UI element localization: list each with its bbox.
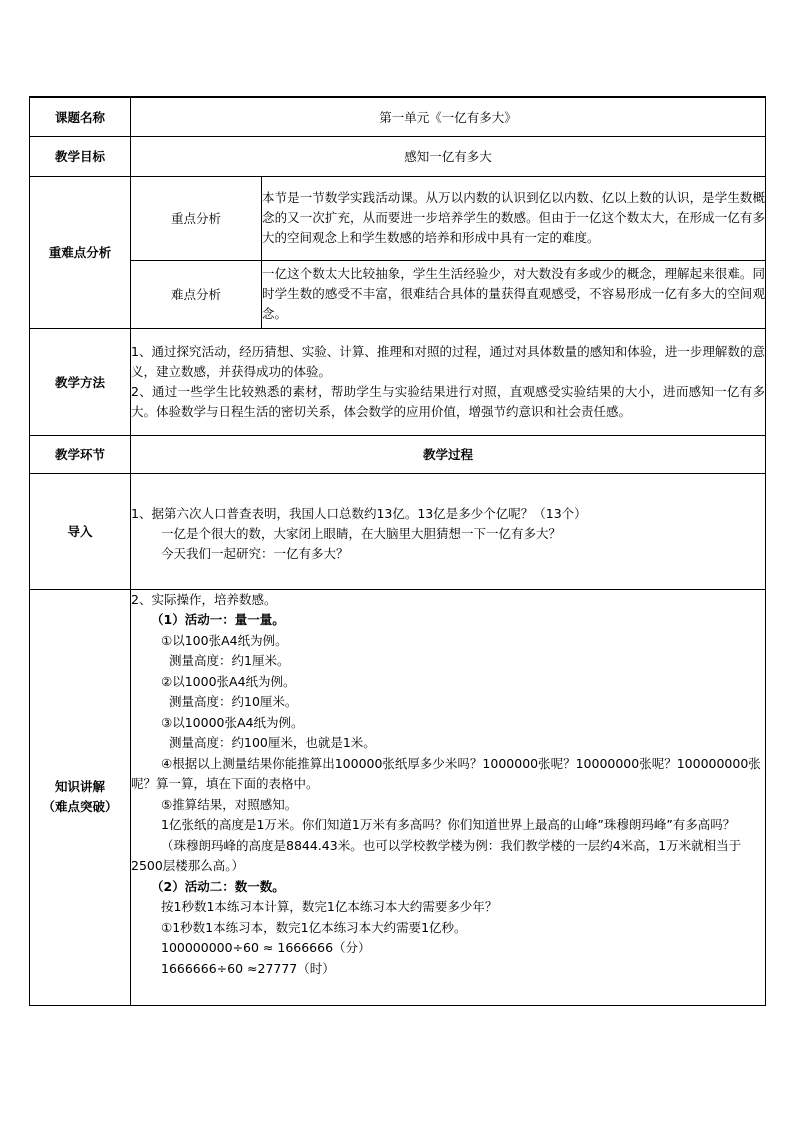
hard-analysis-text: 一亿这个数太大比较抽象，学生生活经验少，对大数没有多或少的概念，理解起来很难。同时学生数的感受不丰富，很难结合具体的量获得直观感受，不容易形成一亿有多大的空间观念。 (262, 260, 766, 328)
calculation-line-2: 1666666÷60 ≈27777（时） (161, 960, 335, 976)
knowledge-label-line-2: （难点突破） (42, 799, 118, 814)
knowledge-explanation-content (131, 589, 766, 1005)
intro-line-2: 一亿是个很大的数，大家闭上眼睛，在大脑里大胆猜想一下一亿有多大？ (161, 526, 562, 541)
course-title-value: 第一单元《一亿有多大》 (131, 97, 766, 136)
knowledge-line-f: 测量高度：约10厘米。 (169, 694, 298, 709)
key-analysis-text: 本节是一节数学实践活动课。从万以内数的认识到亿以内数、亿以上数的认识，是学生数概念的又一次扩充，从而要进一步培养学生的数感。但由于一亿这个数太大，在形成一亿有多大的空间观念上和学生数感的培养和形成中具有一定的难度。 (262, 176, 766, 260)
knowledge-line-e: ②以1000张A4纸为例。 (161, 673, 296, 689)
method-paragraph-2: 2、通过一些学生比较熟悉的素材，帮助学生与实验结果进行对照，直观感受实验结果的大小，进而感知一亿有多大。体验数学与日程生活的密切关系，体会数学的应用价值，增强节约意识和社会责任感。 (131, 383, 765, 419)
teaching-process-header: 教学过程 (131, 435, 766, 473)
knowledge-line-a: 2、实际操作，培养数感。 (131, 591, 277, 607)
knowledge-line-c: ①以100张A4纸为例。 (161, 632, 288, 648)
hard-analysis-label: 难点分析 (131, 260, 262, 328)
knowledge-line-d: 测量高度：约1厘米。 (169, 653, 290, 668)
row-hard-analysis (30, 260, 766, 328)
key-analysis-label: 重点分析 (131, 176, 262, 260)
knowledge-line-l: （珠穆朗玛峰的高度是8844.43米。也可以学校教学楼为例：我们教学楼的一层约4米高，1万米就相当于2500层楼那么高。） (131, 837, 742, 873)
row-knowledge-explanation (30, 589, 766, 1005)
introduction-content (131, 473, 766, 589)
row-teaching-stage-header (30, 435, 766, 473)
course-title-label: 课题名称 (30, 97, 131, 136)
method-paragraph-1: 1、通过探究活动，经历猜想、实验、计算、推理和对照的过程，通过对具体数量的感知和体验，进一步理解数的意义，建立数感，并获得成功的体验。 (131, 343, 765, 379)
knowledge-line-k: 1亿张纸的高度是1万米。你们知道1万米有多高吗？你们知道世界上最高的山峰”珠穆朗玛峰”有多高吗？ (161, 817, 736, 832)
intro-line-3: 今天我们一起研究：一亿有多大？ (161, 546, 349, 561)
row-teaching-method (30, 328, 766, 435)
teaching-goal-value: 感知一亿有多大 (131, 136, 766, 176)
teaching-method-label: 教学方法 (30, 328, 131, 435)
introduction-label: 导入 (30, 473, 131, 589)
knowledge-line-i: ④根据以上测量结果你能推算出100000张纸厚多少米吗？1000000张呢？10000000张呢？100000000张呢？算一算，填在下面的表格中。 (131, 755, 761, 791)
teaching-goal-label: 教学目标 (30, 136, 131, 176)
knowledge-line-h: 测量高度：约100厘米，也就是1米。 (169, 735, 376, 750)
teaching-stage-label: 教学环节 (30, 435, 131, 473)
calculation-line-1: 100000000÷60 ≈ 1666666（分） (161, 940, 371, 955)
knowledge-line-n: 按1秒数1本练习本计算，数完1亿本练习本大约需要多少年？ (161, 899, 498, 914)
row-course-title (30, 97, 766, 136)
row-teaching-goal (30, 136, 766, 176)
row-introduction (30, 473, 766, 589)
activity-one-heading: （1）活动一：量一量。 (151, 612, 285, 627)
row-key-analysis (30, 176, 766, 260)
intro-line-1: 1、据第六次人口普查表明，我国人口总数约13亿。13亿是多少个亿呢？（13个） (131, 506, 587, 521)
knowledge-label-line-1: 知识讲解 (54, 779, 105, 794)
knowledge-line-j: ⑤推算结果，对照感知。 (161, 796, 298, 812)
teaching-method-content (131, 328, 766, 435)
knowledge-line-o: ①1秒数1本练习本，数完1亿本练习本大约需要1亿秒。 (161, 919, 467, 935)
difficulty-analysis-label: 重难点分析 (30, 176, 131, 328)
knowledge-explanation-label (30, 589, 131, 1005)
knowledge-line-g: ③以10000张A4纸为例。 (161, 714, 304, 730)
lesson-plan-table (29, 96, 766, 1006)
activity-two-heading: （2）活动二：数一数。 (151, 878, 285, 894)
